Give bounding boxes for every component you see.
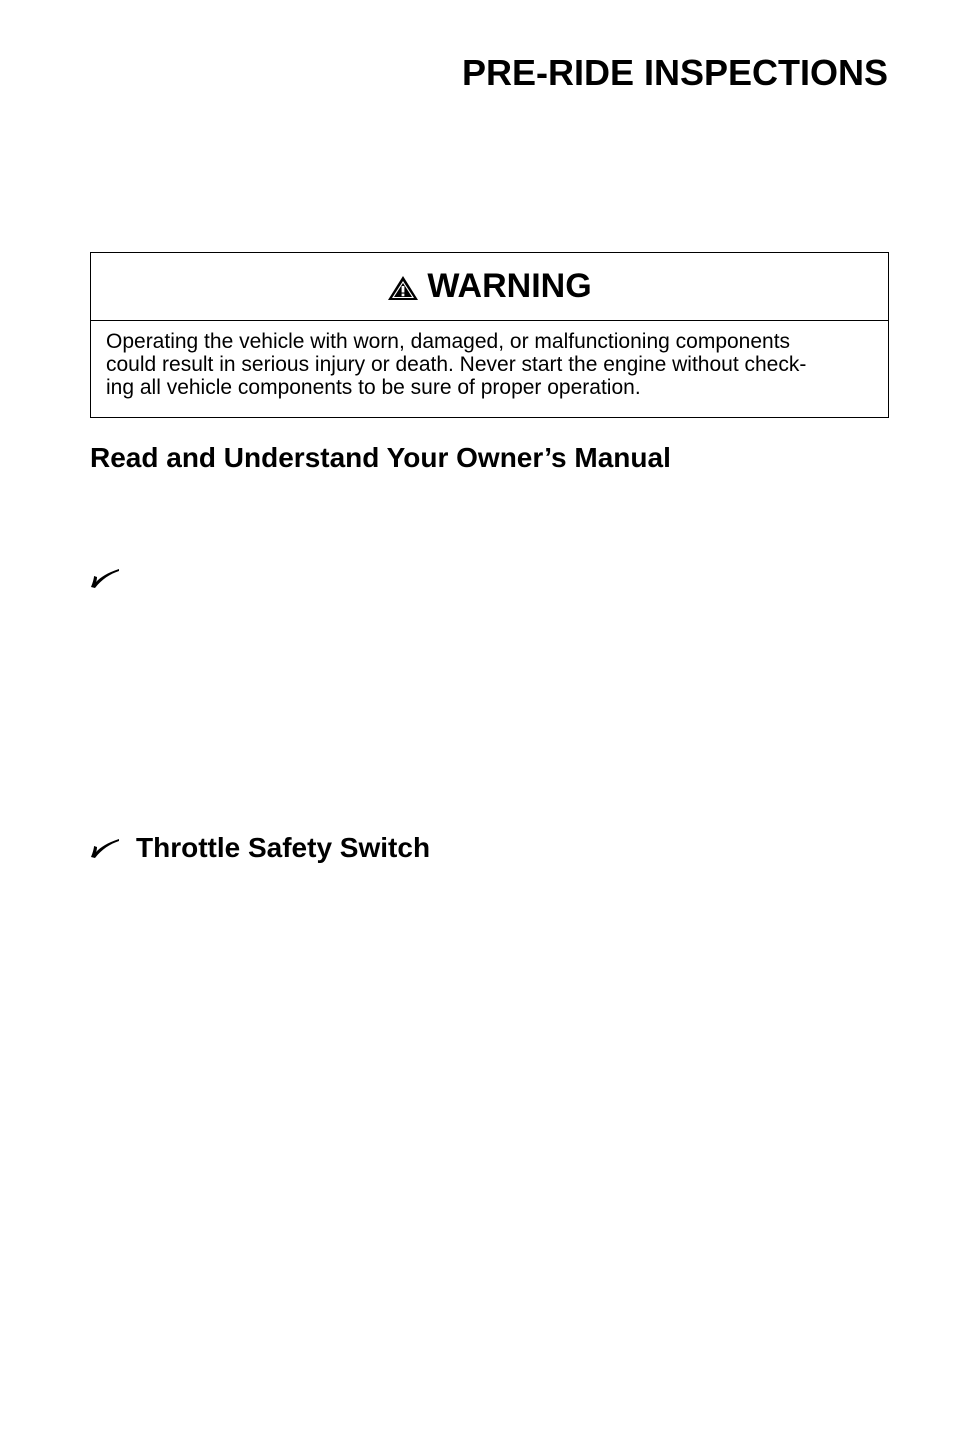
warning-line: could result in serious injury or death. Never start the engine without check-: [106, 353, 807, 376]
warning-body: [91, 321, 888, 399]
checkmark-icon: [90, 837, 120, 859]
page-title: PRE-RIDE INSPECTIONS: [461, 52, 888, 93]
warning-triangle-icon: [387, 275, 419, 301]
warning-line: ing all vehicle components to be sure of proper operation.: [106, 376, 641, 399]
throttle-safety-switch-row: [90, 832, 430, 864]
warning-box: [90, 252, 889, 418]
warning-line: Operating the vehicle with worn, damaged, or malfunctioning components: [106, 330, 791, 353]
checkmark-icon: [90, 567, 120, 589]
throttle-safety-switch-heading: Throttle Safety Switch: [136, 832, 431, 863]
warning-title: WARNING: [427, 267, 592, 305]
owners-manual-heading: Read and Understand Your Owner’s Manual: [90, 442, 671, 473]
warning-header: [91, 253, 888, 321]
